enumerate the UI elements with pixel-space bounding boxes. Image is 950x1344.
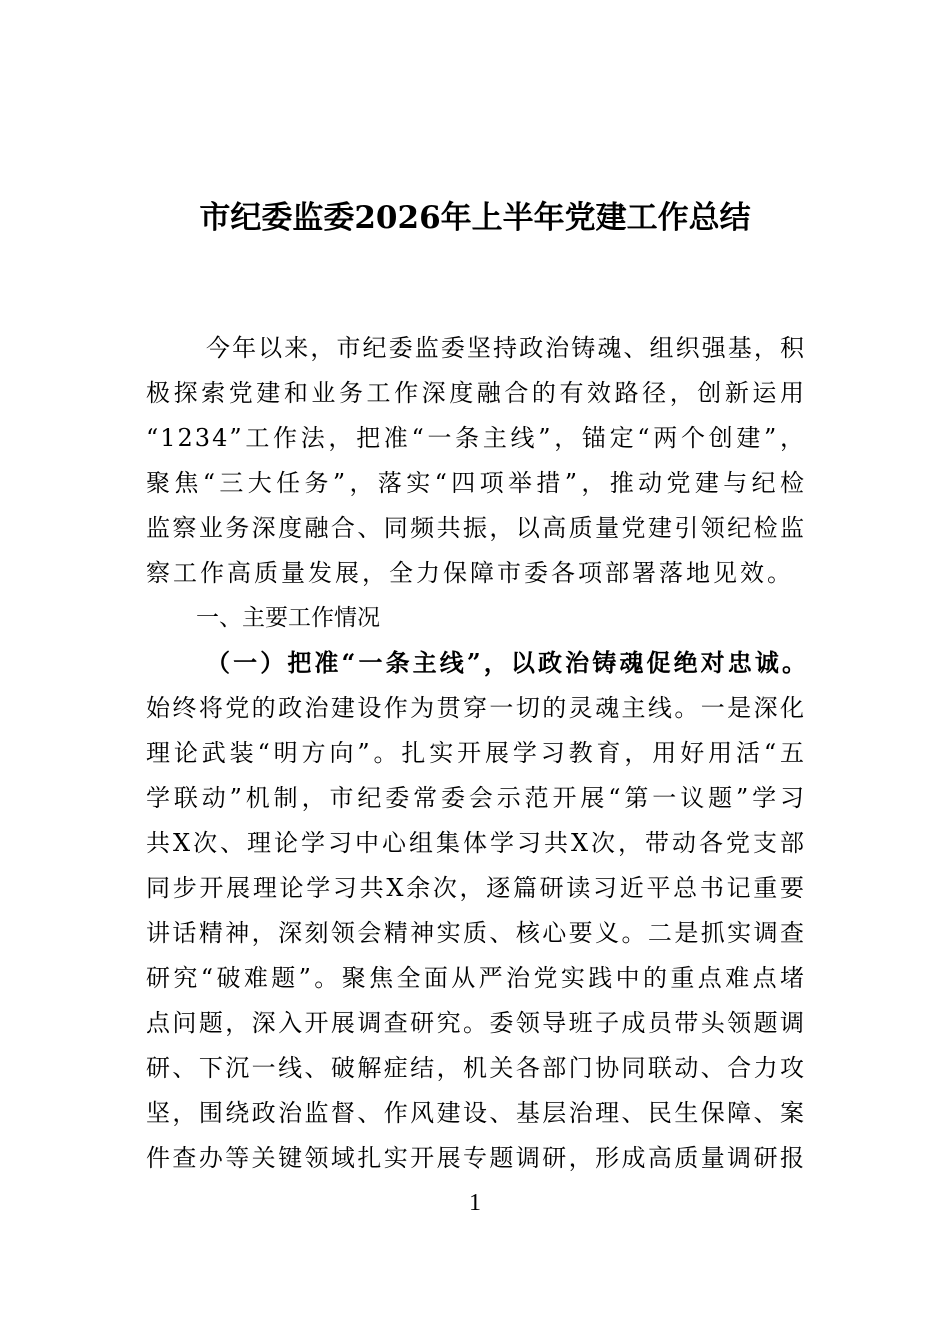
paragraph2-line-6: 讲话精神，深刻领会精神实质、核心要义。二是抓实调查 [146, 919, 806, 947]
paragraph2-line-1: 始终将党的政治建设作为贯穿一切的灵魂主线。一是深化 [146, 694, 806, 722]
paragraph2-line-3: 学联动”机制，市纪委常委会示范开展“第一议题”学习 [146, 784, 806, 812]
subsection-heading: （一）把准“一条主线”，以政治铸魂促绝对忠诚。 [206, 648, 806, 677]
paragraph1-line-3: “1234”工作法，把准“一条主线”，锚定“两个创建”， [146, 424, 806, 452]
paragraph1-line-6: 察工作高质量发展，全力保障市委各项部署落地见效。 [146, 559, 794, 587]
paragraph2-line-8: 点问题，深入开展调查研究。委领导班子成员带头领题调 [146, 1009, 806, 1037]
paragraph2-line-9: 研、下沉一线、破解症结，机关各部门协同联动、合力攻 [146, 1054, 806, 1082]
document-title: 市纪委监委2026年上半年党建工作总结 [199, 200, 751, 236]
paragraph2-line-4: 共X次、理论学习中心组集体学习共X次，带动各党支部 [146, 829, 806, 857]
paragraph1-line-4: 聚焦“三大任务”，落实“四项举措”，推动党建与纪检 [146, 469, 806, 497]
paragraph1-line-2: 极探索党建和业务工作深度融合的有效路径，创新运用 [146, 379, 806, 407]
paragraph2-line-11: 件查办等关键领域扎实开展专题调研，形成高质量调研报 [146, 1144, 806, 1172]
paragraph2-line-5: 同步开展理论学习共X余次，逐篇研读习近平总书记重要 [146, 874, 806, 902]
paragraph2-line-10: 坚，围绕政治监督、作风建设、基层治理、民生保障、案 [146, 1099, 806, 1127]
section-heading: 一、主要工作情况 [196, 605, 380, 631]
page-number: 1 [469, 1190, 481, 1216]
paragraph2-line-7: 研究“破难题”。聚焦全面从严治党实践中的重点难点堵 [146, 964, 806, 992]
paragraph1-line-1: 今年以来，市纪委监委坚持政治铸魂、组织强基，积 [206, 334, 806, 362]
paragraph1-line-5: 监察业务深度融合、同频共振，以高质量党建引领纪检监 [146, 514, 806, 542]
paragraph2-line-2: 理论武装“明方向”。扎实开展学习教育，用好用活“五 [146, 739, 806, 767]
